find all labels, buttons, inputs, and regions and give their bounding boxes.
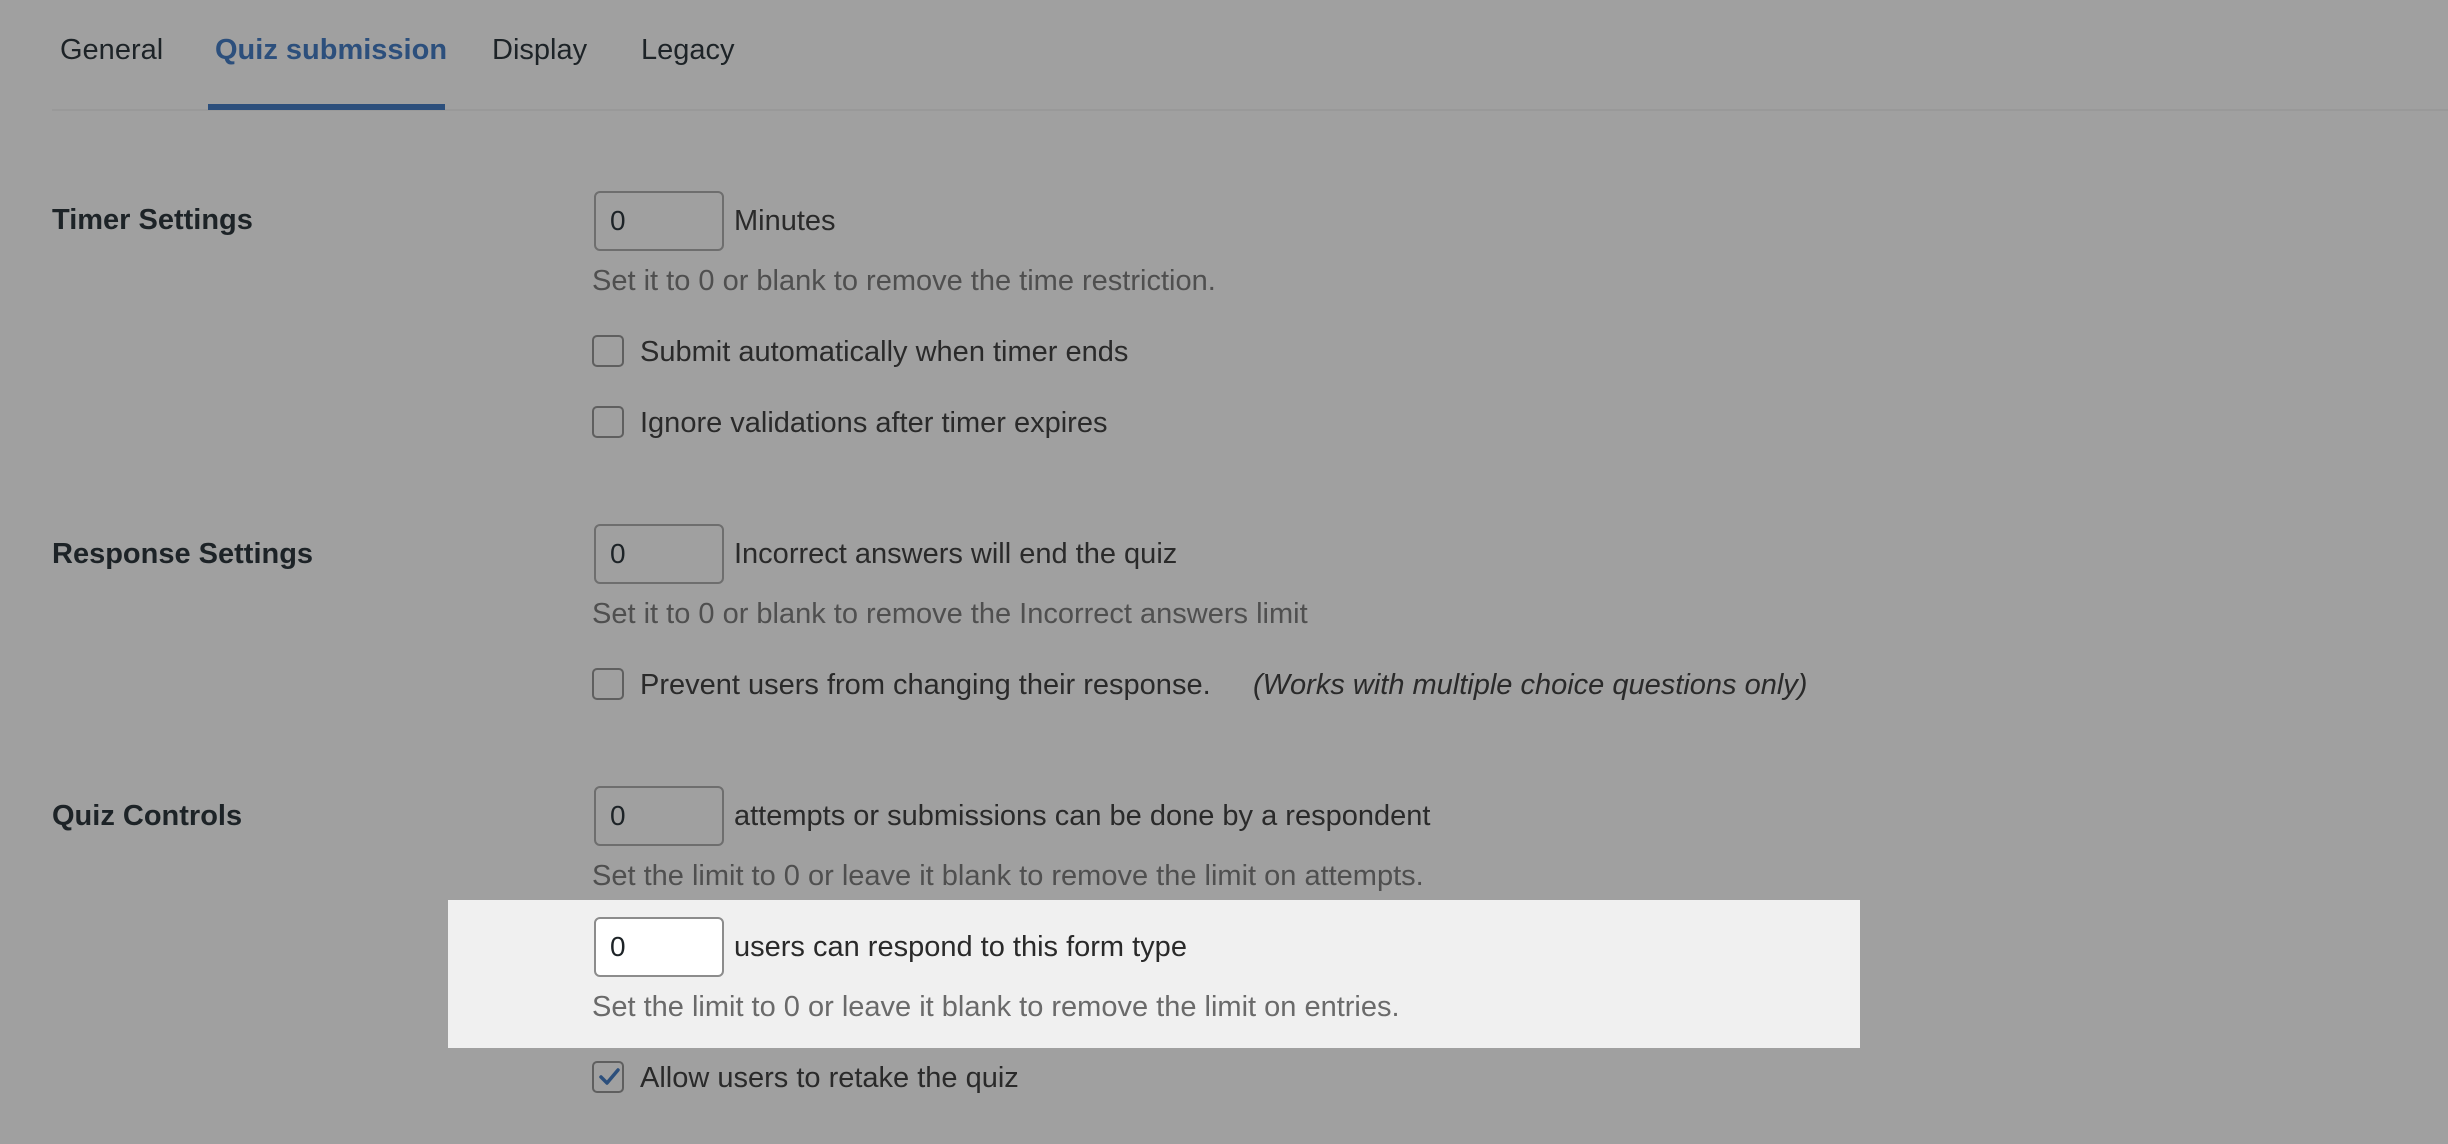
prevent-change-label[interactable]: Prevent users from changing their response. [640, 669, 1211, 701]
users-limit-help-text: Set the limit to 0 or leave it blank to remove the limit on entries. [592, 991, 1400, 1023]
settings-tabs [52, 0, 2448, 111]
timer-settings-title: Timer Settings [52, 204, 253, 236]
ignore-validations-label[interactable]: Ignore validations after timer expires [640, 407, 1108, 439]
incorrect-answers-label: Incorrect answers will end the quiz [734, 538, 1178, 570]
auto-submit-label[interactable]: Submit automatically when timer ends [640, 336, 1129, 368]
tab-display[interactable]: Display [492, 34, 588, 66]
active-tab-indicator [208, 104, 445, 110]
users-limit-label: users can respond to this form type [734, 931, 1187, 963]
quiz-controls-title: Quiz Controls [52, 800, 243, 832]
tab-legacy[interactable]: Legacy [641, 34, 735, 66]
minutes-label: Minutes [734, 205, 836, 237]
timer-help-text: Set it to 0 or blank to remove the time restriction. [592, 265, 1216, 297]
incorrect-answers-input[interactable] [594, 524, 724, 584]
tab-quiz-submission[interactable]: Quiz submission [215, 34, 448, 66]
prevent-change-note: (Works with multiple choice questions only) [1253, 669, 1808, 701]
retake-checkbox[interactable] [592, 1061, 624, 1093]
retake-label[interactable]: Allow users to retake the quiz [640, 1062, 1019, 1094]
auto-submit-checkbox[interactable] [592, 335, 624, 367]
checkmark-icon [596, 1064, 622, 1090]
attempts-label: attempts or submissions can be done by a respondent [734, 800, 1431, 832]
attempts-help-text: Set the limit to 0 or leave it blank to remove the limit on attempts. [592, 860, 1424, 892]
ignore-validations-checkbox[interactable] [592, 406, 624, 438]
response-help-text: Set it to 0 or blank to remove the Incorrect answers limit [592, 598, 1308, 630]
timer-minutes-input[interactable] [594, 191, 724, 251]
tab-general[interactable]: General [60, 34, 164, 66]
response-settings-title: Response Settings [52, 538, 314, 570]
prevent-change-checkbox[interactable] [592, 668, 624, 700]
attempts-input[interactable] [594, 786, 724, 846]
users-limit-input[interactable] [594, 917, 724, 977]
